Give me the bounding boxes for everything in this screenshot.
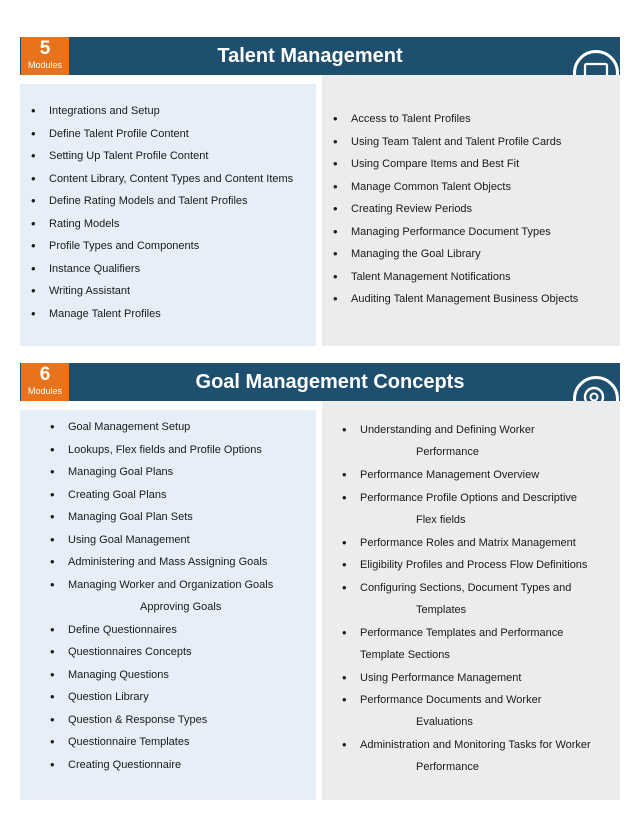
section6-badge-label: Modules — [27, 386, 63, 396]
list-item-text: Questionnaires Concepts — [68, 646, 192, 658]
list-item-text: Content Library, Content Types and Content Items — [49, 172, 294, 185]
bullet-icon: • — [50, 644, 55, 659]
bullet-icon: • — [31, 238, 36, 253]
bullet-icon: • — [342, 624, 347, 640]
bullet-icon: • — [333, 223, 338, 239]
list-item — [342, 671, 521, 685]
bullet-icon: • — [333, 201, 338, 216]
list-item — [342, 536, 576, 550]
list-item-text: Managing the Goal Library — [351, 248, 481, 260]
list-item-continuation: Template Sections — [360, 648, 450, 661]
section5-left-panel — [20, 84, 316, 346]
list-item-continuation: Flex fields — [416, 513, 466, 526]
section5-title: Talent Management — [217, 45, 403, 67]
list-item-text: Performance Documents and Worker — [360, 694, 542, 706]
bullet-icon: • — [31, 283, 36, 298]
section5-badge-label: Modules — [27, 60, 63, 70]
list-item-text: Setting Up Talent Profile Content — [49, 150, 209, 162]
bullet-icon: • — [333, 156, 338, 171]
list-item — [342, 558, 587, 572]
bullet-icon: • — [342, 737, 347, 752]
list-item-text: Access to Talent Profiles — [351, 113, 471, 125]
list-item — [31, 149, 208, 163]
list-item-text: Auditing Talent Management Business Objects — [351, 293, 579, 305]
list-item — [31, 307, 161, 321]
list-item-continuation: Templates — [416, 603, 467, 616]
list-item — [50, 533, 190, 547]
list-item — [31, 239, 199, 253]
list-item — [342, 738, 591, 774]
bullet-icon: • — [50, 689, 55, 704]
list-item-text: Manage Common Talent Objects — [351, 180, 511, 193]
list-item-continuation: Approving Goals — [140, 600, 222, 613]
list-item-text: Instance Qualifiers — [49, 262, 141, 275]
list-item — [50, 578, 273, 614]
bullet-icon: • — [342, 467, 347, 482]
bullet-icon: • — [342, 422, 347, 437]
bullet-icon: • — [50, 486, 55, 502]
list-item — [333, 247, 481, 261]
list-item-text: Eligibility Profiles and Process Flow Definitions — [360, 559, 588, 571]
list-item — [333, 292, 578, 306]
list-item-text: Writing Assistant — [49, 285, 131, 297]
list-item-text: Configuring Sections, Document Types and — [360, 581, 572, 594]
bullet-icon: • — [342, 692, 347, 707]
bullet-icon: • — [31, 193, 36, 208]
bullet-icon: • — [342, 534, 347, 550]
list-item — [342, 626, 563, 662]
list-item — [50, 623, 177, 637]
bullet-icon: • — [333, 133, 338, 149]
list-item-text: Managing Goal Plans — [68, 466, 174, 478]
bullet-icon: • — [31, 215, 36, 231]
bullet-icon: • — [50, 711, 55, 727]
list-item-text: Define Rating Models and Talent Profiles — [49, 195, 248, 207]
section5-badge — [21, 37, 69, 75]
bullet-icon: • — [50, 509, 55, 524]
list-item-continuation: Performance — [416, 761, 479, 773]
list-item-text: Administering and Mass Assigning Goals — [68, 556, 268, 568]
bullet-icon: • — [333, 178, 338, 194]
list-item — [50, 510, 193, 524]
list-item-continuation: Performance — [416, 446, 479, 458]
list-item — [31, 262, 140, 276]
list-item-text: Define Talent Profile Content — [49, 127, 189, 140]
list-item-text: Using Compare Items and Best Fit — [351, 158, 520, 170]
list-item — [50, 690, 149, 704]
bullet-icon: • — [50, 419, 55, 434]
list-item — [50, 555, 267, 569]
list-item-text: Administration and Monitoring Tasks for Worker — [360, 739, 591, 751]
section6-badge-number: 6 — [39, 364, 51, 385]
bullet-icon: • — [342, 557, 347, 572]
bullet-icon: • — [50, 464, 55, 479]
list-item-text: Integrations and Setup — [49, 105, 160, 117]
list-item — [31, 194, 248, 208]
list-item-text: Managing Questions — [68, 668, 169, 681]
section6-badge — [21, 363, 69, 401]
list-item — [31, 172, 293, 186]
list-item — [342, 468, 539, 482]
list-item-text: Profile Types and Components — [49, 240, 200, 252]
list-item — [50, 735, 189, 749]
section6-right-panel — [322, 401, 620, 800]
list-item — [333, 157, 519, 171]
list-item-text: Performance Templates and Performance — [360, 626, 564, 639]
list-item — [342, 423, 535, 459]
list-item-text: Goal Management Setup — [68, 421, 191, 433]
bullet-icon: • — [50, 531, 55, 547]
list-item — [333, 270, 511, 284]
list-item — [333, 202, 472, 216]
list-item — [31, 284, 130, 298]
list-item — [342, 491, 577, 527]
list-item — [50, 488, 166, 502]
list-item — [333, 225, 551, 239]
bullet-icon: • — [50, 441, 55, 457]
section6-left-panel — [20, 410, 316, 800]
list-item-text: Understanding and Defining Worker — [360, 424, 535, 436]
list-item-text: Creating Questionnaire — [68, 758, 182, 771]
bullet-icon: • — [31, 103, 36, 118]
bullet-icon: • — [50, 756, 55, 772]
list-item — [342, 693, 541, 729]
list-item-text: Talent Management Notifications — [351, 270, 511, 283]
list-item-text: Creating Review Periods — [351, 203, 473, 215]
list-item-text: Managing Performance Document Types — [351, 225, 551, 238]
bullet-icon: • — [333, 246, 338, 261]
bullet-icon: • — [50, 666, 55, 682]
list-item-text: Lookups, Flex fields and Profile Options — [68, 443, 262, 456]
list-item-text: Performance Management Overview — [360, 469, 540, 481]
bullet-icon: • — [50, 554, 55, 569]
bullet-icon: • — [342, 489, 347, 505]
list-item-text: Questionnaire Templates — [68, 736, 190, 748]
bullet-icon: • — [31, 260, 36, 276]
list-item — [50, 645, 192, 659]
section5-badge-number: 5 — [39, 38, 51, 59]
list-item-text: Using Performance Management — [360, 671, 522, 684]
bullet-icon: • — [50, 576, 55, 592]
list-item — [31, 217, 119, 231]
list-item — [50, 758, 181, 772]
list-item-text: Using Goal Management — [68, 533, 190, 546]
list-item-text: Question Library — [68, 691, 149, 703]
bullet-icon: • — [333, 291, 338, 306]
list-item-text: Rating Models — [49, 217, 120, 230]
list-item — [50, 465, 173, 479]
bullet-icon: • — [50, 621, 55, 637]
list-item-text: Performance Roles and Matrix Management — [360, 536, 576, 549]
list-item-text: Question & Response Types — [68, 713, 208, 726]
bullet-icon: • — [50, 734, 55, 749]
list-item — [342, 581, 571, 617]
list-item — [31, 127, 189, 141]
list-item-text: Managing Goal Plan Sets — [68, 511, 193, 523]
list-item — [50, 713, 207, 727]
list-item — [50, 443, 262, 457]
list-item — [333, 135, 561, 149]
section5-right-panel — [322, 75, 620, 346]
list-item-continuation: Evaluations — [416, 716, 473, 728]
list-item — [50, 420, 190, 434]
bullet-icon: • — [31, 148, 36, 163]
list-item — [333, 180, 511, 194]
list-item — [31, 104, 160, 118]
bullet-icon: • — [333, 111, 338, 126]
list-item-text: Creating Goal Plans — [68, 488, 167, 501]
bullet-icon: • — [31, 125, 36, 141]
list-item-text: Using Team Talent and Talent Profile Cards — [351, 135, 562, 148]
bullet-icon: • — [31, 305, 36, 321]
bullet-icon: • — [333, 268, 338, 284]
section6-title: Goal Management Concepts — [195, 371, 465, 393]
list-item-text: Manage Talent Profiles — [49, 307, 161, 320]
list-item — [333, 112, 471, 126]
bullet-icon: • — [342, 669, 347, 685]
list-item — [50, 668, 169, 682]
list-item-text: Managing Worker and Organization Goals — [68, 578, 274, 591]
list-item-text: Define Questionnaires — [68, 623, 177, 636]
bullet-icon: • — [342, 579, 347, 595]
bullet-icon: • — [31, 170, 36, 186]
list-item-text: Performance Profile Options and Descriptive — [360, 491, 578, 504]
